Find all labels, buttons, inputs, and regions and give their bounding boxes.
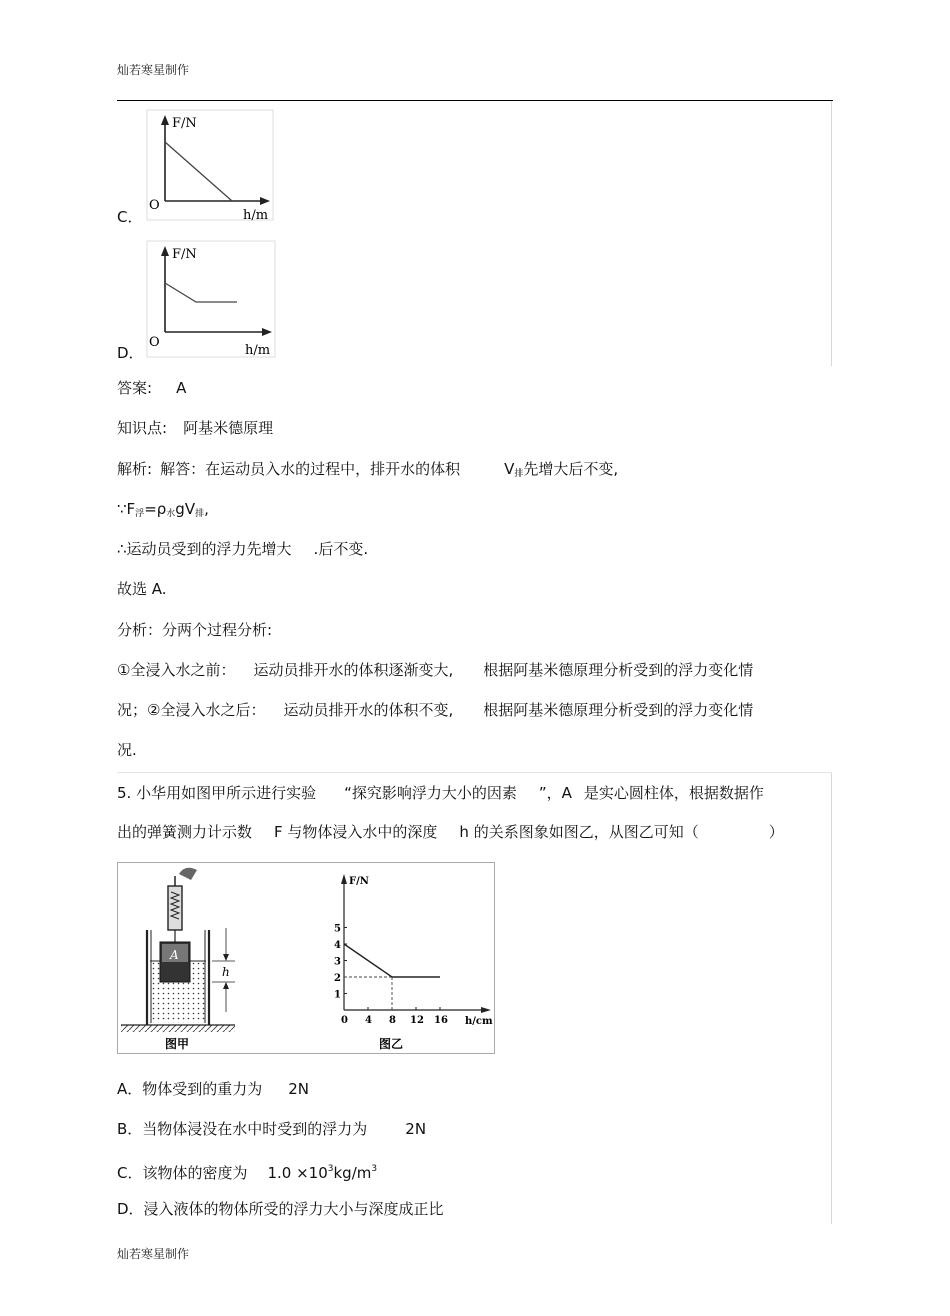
- option-a-value: 2N: [288, 1080, 310, 1098]
- option-d-label: D．: [117, 344, 144, 362]
- option-a-text: A．物体受到的重力为: [117, 1080, 263, 1098]
- chart-ylabel: F/N: [349, 876, 369, 887]
- graph-c-ylabel: F/N: [172, 116, 197, 131]
- header-rule: [117, 100, 833, 101]
- stage-1-reason: 根据阿基米德原理分析受到的浮力变化情: [483, 661, 754, 679]
- q5-text-1c: ”，A: [538, 784, 572, 802]
- conclusion-end: .后不变.: [313, 540, 369, 558]
- analysis-text-1: 解答：在运动员入水的过程中，排开水的体积: [160, 460, 461, 478]
- fig-jia-caption: 图甲: [165, 1037, 190, 1051]
- option-c-exponent: 3: [327, 1164, 334, 1174]
- answer-value: A: [176, 379, 187, 397]
- q5-figure: [117, 862, 495, 1054]
- analysis-line-6: [117, 660, 753, 680]
- q5-line-2: [117, 822, 784, 842]
- formula-sub-2: 水: [166, 509, 176, 519]
- analysis-text-1-end: 先增大后不变,: [523, 460, 619, 478]
- graph-d-ylabel: F/N: [172, 247, 197, 262]
- q5-text-1b: “探究影响浮力大小的因素: [344, 784, 517, 802]
- option-c-value: 1.0 ×10: [267, 1164, 328, 1182]
- analysis-label: 解析:: [117, 460, 153, 478]
- q5-line-1: [117, 783, 764, 803]
- knowledge-line: [117, 418, 273, 438]
- option-b-text: B．当物体浸没在水中时受到的浮力为: [117, 1120, 368, 1138]
- formula-sub-1: 浮: [135, 509, 145, 519]
- chart-xlabel: h/cm: [465, 1016, 493, 1027]
- stage-2-reason: 根据阿基米德原理分析受到的浮力变化情: [483, 701, 754, 719]
- page-footer: 灿若寒星制作: [117, 1247, 190, 1261]
- analysis-line-8: 况.: [117, 741, 137, 759]
- block-label: A: [170, 948, 179, 962]
- y-tick-label: 3: [334, 956, 341, 968]
- stage-1-label: ①全浸入水之前：: [117, 661, 236, 679]
- ground: [121, 1025, 235, 1032]
- knowledge-value: 阿基米德原理: [183, 419, 274, 437]
- option-d-graph: [146, 240, 276, 358]
- x-tick-label: 0: [341, 1015, 348, 1026]
- y-tick-label: 1: [334, 989, 341, 1001]
- stage-1-text: 运动员排开水的体积逐渐变大,: [253, 661, 454, 679]
- q5-text-2c: h 的关系图象如图乙，从图乙可知（: [459, 823, 699, 841]
- graph-d-origin: O: [149, 335, 160, 350]
- analysis-line-4: 故选 A.: [117, 580, 167, 598]
- formula-sub-3: 排: [195, 509, 205, 519]
- analysis-line-3: [117, 539, 368, 559]
- y-tick-label: 5: [334, 923, 341, 935]
- option-c-unit: kg/m: [333, 1164, 372, 1182]
- knowledge-label: 知识点:: [117, 419, 168, 437]
- option-b[interactable]: [117, 1119, 426, 1139]
- option-a[interactable]: [117, 1079, 309, 1099]
- x-tick-label: 12: [410, 1015, 424, 1026]
- option-b-value: 2N: [405, 1120, 427, 1138]
- right-border: [831, 101, 832, 366]
- formula-end: ,: [204, 500, 209, 518]
- q5-text-2a: 出的弹簧测力计示数: [117, 823, 253, 841]
- volume-subscript: 排: [514, 469, 524, 479]
- option-c-text: C．该物体的密度为: [117, 1164, 248, 1182]
- stage-2-text: 运动员排开水的体积不变,: [283, 701, 454, 719]
- y-tick-label: 4: [334, 940, 341, 951]
- formula-f: ∵F: [117, 500, 136, 518]
- graph-d-xlabel: h/m: [245, 343, 271, 358]
- formula-gv: gV: [175, 500, 196, 518]
- fig-yi-caption: 图乙: [379, 1037, 404, 1051]
- volume-symbol: V: [504, 460, 515, 478]
- graph-c-origin: O: [149, 198, 160, 213]
- analysis-line-5: 分析：分两个过程分析:: [117, 621, 273, 639]
- page-header: 灿若寒星制作: [117, 63, 190, 77]
- y-tick-label: 2: [334, 973, 341, 984]
- analysis-line-2: [117, 499, 209, 524]
- formula-rho: =ρ: [144, 500, 167, 518]
- answer-label: 答案:: [117, 379, 153, 397]
- graph-c-xlabel: h/m: [243, 208, 269, 221]
- q5-top-border: [117, 772, 832, 773]
- analysis-line-1: [117, 459, 618, 484]
- option-c-label: C．: [117, 208, 143, 226]
- option-d[interactable]: D．浸入液体的物体所受的浮力大小与深度成正比: [117, 1200, 444, 1218]
- q5-text-2d: ）: [768, 823, 784, 841]
- q5-text-1a: 5. 小华用如图甲所示进行实验: [117, 784, 317, 802]
- right-border-q5: [831, 772, 832, 1224]
- x-tick-label: 8: [389, 1015, 396, 1026]
- x-tick-label: 4: [365, 1015, 372, 1026]
- option-c[interactable]: [117, 1159, 377, 1183]
- q5-text-2b: F 与物体浸入水中的深度: [274, 823, 438, 841]
- stage-2-label: 况；②全浸入水之后：: [117, 701, 266, 719]
- q5-text-1d: 是实心圆柱体，根据数据作: [583, 784, 764, 802]
- analysis-line-7: [117, 700, 753, 720]
- h-label: h: [222, 965, 230, 979]
- answer-line: [117, 378, 186, 398]
- conclusion-text: ∴运动员受到的浮力先增大: [117, 540, 292, 558]
- option-c-graph: [146, 109, 274, 221]
- option-c-unit-exponent: 3: [371, 1164, 378, 1174]
- x-tick-label: 16: [434, 1015, 448, 1026]
